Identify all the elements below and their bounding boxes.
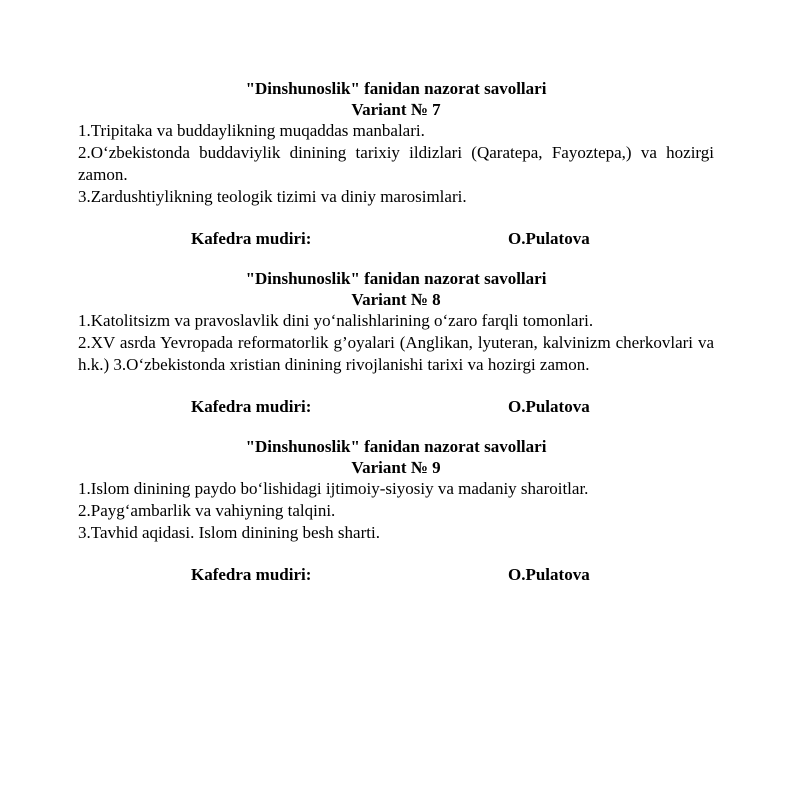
signature-name: O.Pulatova [508, 229, 590, 248]
document-page [78, 78, 714, 586]
question-item: 2.XV asrda Yevropada reformatorlik g’oyalari (Anglikan, lyuteran, kalvinizm cherkovlari va h.k.) 3.O‘zbekistonda xristian dinining rivojlanishi tarixi va hozirgi zamon. [78, 333, 714, 374]
signature-role: Kafedra mudiri: [191, 397, 312, 416]
block-title: "Dinshunoslik" fanidan nazorat savollari [245, 79, 547, 98]
signature-role: Kafedra mudiri: [191, 229, 312, 248]
question-item: 1.Katolitsizm va pravoslavlik dini yo‘nalishlarining o‘zaro farqli tomonlari. [78, 311, 594, 330]
question-item: 2.Payg‘ambarlik va vahiyning talqini. [78, 501, 336, 520]
signature-role: Kafedra mudiri: [191, 565, 312, 584]
question-item: 1.Tripitaka va buddaylikning muqaddas manbalari. [78, 121, 425, 140]
signature-name: O.Pulatova [508, 565, 590, 584]
question-item: 1.Islom dinining paydo bo‘lishidagi ijtimoiy-siyosiy va madaniy sharoitlar. [78, 479, 589, 498]
signature-name: O.Pulatova [508, 397, 590, 416]
variant-block [78, 78, 714, 268]
signature-line [78, 564, 714, 586]
variant-number: Variant № 8 [351, 290, 441, 309]
variant-number: Variant № 7 [351, 100, 441, 119]
question-item: 2.O‘zbekistonda buddaviylik dinining tarixiy ildizlari (Qaratepa, Fayoztepa,) va hozirgi zamon. [78, 143, 714, 184]
variant-number: Variant № 9 [351, 458, 441, 477]
signature-line [78, 228, 714, 250]
signature-line [78, 396, 714, 418]
variant-block [78, 436, 714, 586]
question-item: 3.Zardushtiylikning teologik tizimi va diniy marosimlari. [78, 187, 467, 206]
question-item: 3.Tavhid aqidasi. Islom dinining besh sharti. [78, 523, 380, 542]
block-title: "Dinshunoslik" fanidan nazorat savollari [245, 269, 547, 288]
variant-block [78, 268, 714, 436]
block-title: "Dinshunoslik" fanidan nazorat savollari [245, 437, 547, 456]
